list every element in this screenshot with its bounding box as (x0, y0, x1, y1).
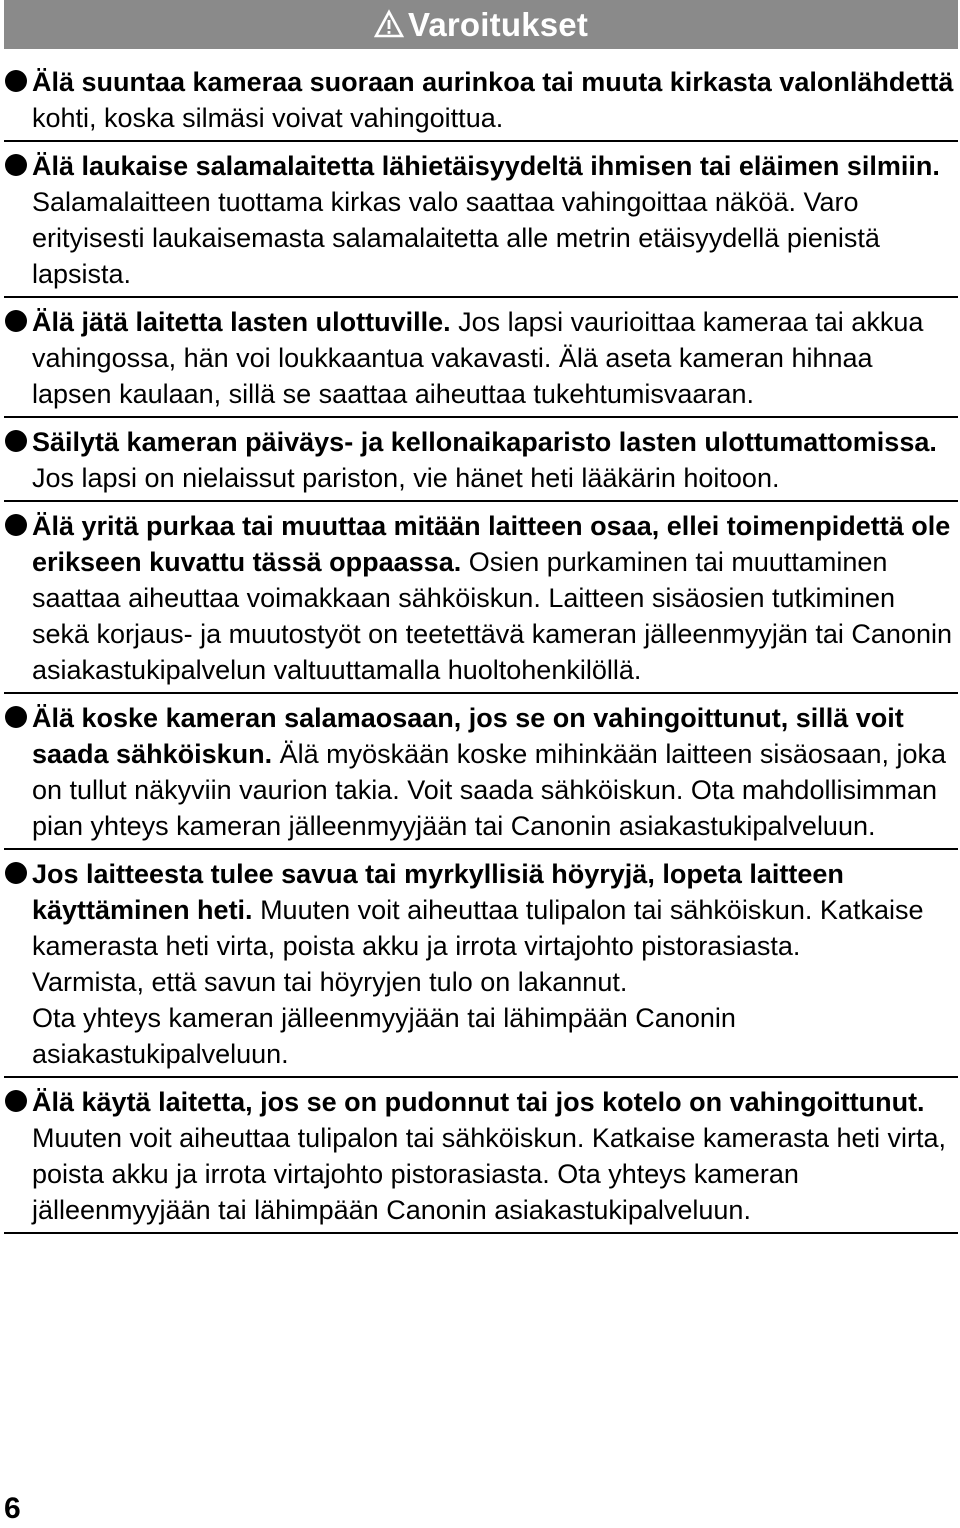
warnings-list (4, 64, 958, 1240)
warning-heading: Älä jätä laitetta lasten ulottuville. (32, 307, 451, 337)
warning-extra-line: Varmista, että savun tai höyryjen tulo on lakannut. (32, 967, 628, 997)
bullet-icon (5, 514, 27, 536)
section-title: Varoitukset (407, 5, 589, 43)
warning-text: Salamalaitteen tuottama kirkas valo saattaa vahingoittaa näköä. Varo erityisesti laukaisemasta salamalaitetta alle metrin etäisyydellä pienistä lapsista. (32, 187, 880, 289)
warning-heading: Älä koske kameran salamaosaan, jos se on vahingoittunut, sillä voit saada sähköiskun. (32, 703, 904, 769)
warning-item (4, 700, 958, 850)
warning-item (4, 148, 958, 298)
warning-text: Jos lapsi on nielaissut pariston, vie hänet heti lääkärin hoitoon. (32, 463, 780, 493)
warning-item (4, 508, 958, 694)
warning-text: Muuten voit aiheuttaa tulipalon tai sähköiskun. Katkaise kamerasta heti virta, poista akku ja irrota virtajohto pistorasiasta. Ota yhteys kameran jälleenmyyjään tai lähimpään Canonin asiakastukipalveluun. (32, 1123, 947, 1225)
warning-item (4, 64, 958, 142)
bullet-icon (5, 154, 27, 176)
bullet-icon (5, 430, 27, 452)
warning-heading: Jos laitteesta tulee savua tai myrkyllisiä höyryjä, lopeta laitteen käyttäminen heti. (32, 859, 844, 925)
warning-item (4, 856, 958, 1078)
warning-heading: Älä käytä laitetta, jos se on pudonnut tai jos kotelo on vahingoittunut. (32, 1087, 925, 1117)
warning-text: Älä myöskään koske mihinkään laitteen sisäosaan, joka on tullut näkyviin vaurion takia. Voit saada sähköiskun. Ota mahdollisimman pian yhteys kameran jälleenmyyjään tai Canonin asiakastukipalveluun. (32, 739, 946, 841)
bullet-icon (5, 706, 27, 728)
page-number: 6 (4, 1492, 21, 1525)
section-header (4, 0, 958, 49)
bullet-icon (5, 862, 27, 884)
bullet-icon (5, 70, 27, 92)
warning-text: Muuten voit aiheuttaa tulipalon tai sähköiskun. Katkaise kamerasta heti virta, poista akku ja irrota virtajohto pistorasiasta. (32, 895, 924, 961)
warning-heading: Säilytä kameran päiväys- ja kellonaikaparisto lasten ulottumattomissa. (32, 427, 937, 457)
warning-text: kohti, koska silmäsi voivat vahingoittua. (32, 103, 504, 133)
warning-heading: Älä laukaise salamalaitetta lähietäisyydeltä ihmisen tai eläimen silmiin. (32, 151, 940, 181)
warning-text: Jos lapsi vaurioittaa kameraa tai akkua vahingossa, hän voi loukkaantua vakavasti. Älä aseta kameran hihnaa lapsen kaulaan, sillä se saattaa aiheuttaa tukehtumisvaaran. (32, 307, 924, 409)
warning-extra-line: Ota yhteys kameran jälleenmyyjään tai lähimpään Canonin asiakastukipalveluun. (32, 1003, 736, 1069)
warning-triangle-icon (374, 9, 404, 39)
warning-item (4, 304, 958, 418)
warning-heading: Älä suuntaa kameraa suoraan aurinkoa tai muuta kirkasta valonlähdettä (32, 67, 954, 97)
warning-text: Osien purkaminen tai muuttaminen saattaa aiheuttaa voimakkaan sähköiskun. Laitteen sisäosien tutkiminen sekä korjaus- ja muutostyöt on teetettävä kameran jälleenmyyjän tai Canonin asiakastukipalvelun valtuuttamalla huoltohenkilöllä. (32, 547, 952, 685)
bullet-icon (5, 1090, 27, 1112)
warning-item (4, 1084, 958, 1234)
warning-item (4, 424, 958, 502)
warning-heading: Älä yritä purkaa tai muuttaa mitään laitteen osaa, ellei toimenpidettä ole erikseen kuvattu tässä oppaassa. (32, 511, 951, 577)
bullet-icon (5, 310, 27, 332)
